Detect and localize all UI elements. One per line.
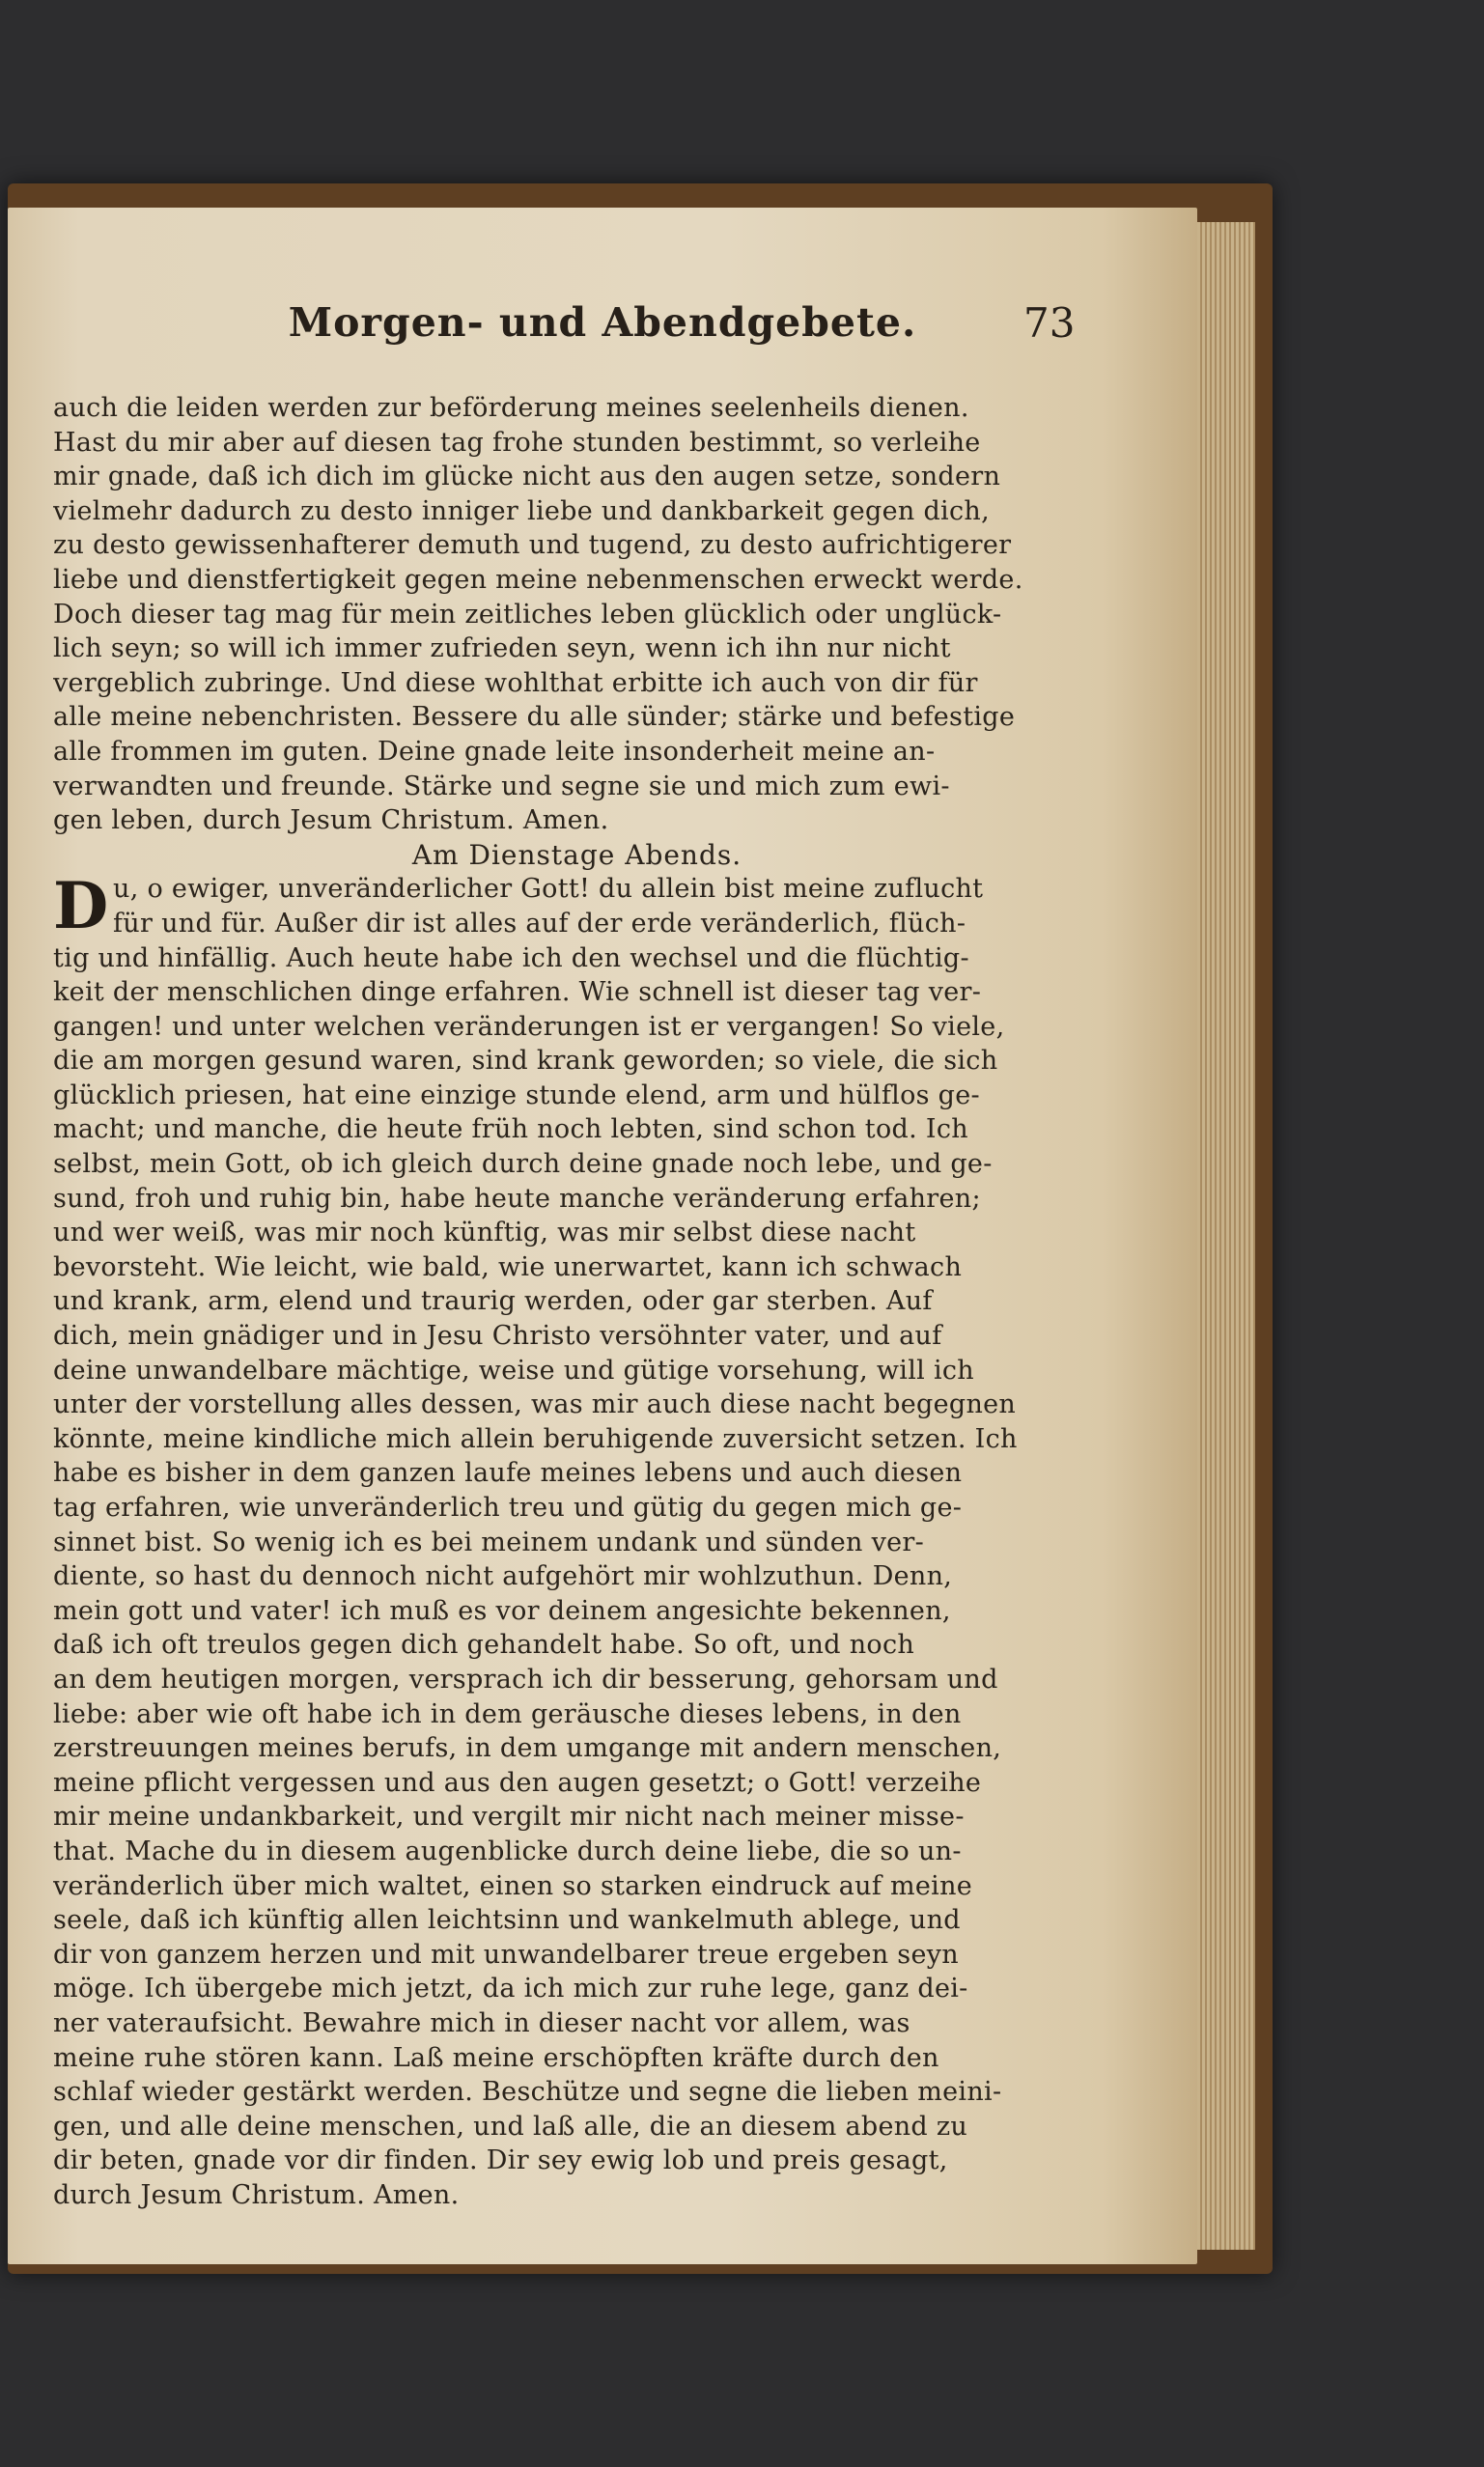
text-line: keit der menschlichen dinge erfahren. Wie schnell ist dieser tag ver- (53, 977, 982, 1008)
text-line: an dem heutigen morgen, versprach ich dir besserung, gehorsam und (53, 1664, 998, 1695)
text-line: habe es bisher in dem ganzen laufe meines lebens und auch diesen (53, 1458, 963, 1489)
text-line: schlaf wieder gestärkt werden. Beschütze und segne die lieben meini- (53, 2077, 1002, 2108)
text-line: gen leben, durch Jesum Christum. Amen. (53, 805, 609, 836)
text-line: könnte, meine kindliche mich allein beruhigende zuversicht setzen. Ich (53, 1423, 1018, 1454)
text-line: zu desto gewissenhafterer demuth und tugend, zu desto aufrichtigerer (53, 530, 1012, 561)
body-text (53, 391, 1101, 2212)
drop-capital: D (53, 868, 109, 944)
text-line: Doch dieser tag mag für mein zeitliches leben glücklich oder unglück- (53, 599, 1002, 630)
page-number: 73 (1023, 299, 1076, 347)
text-line: liebe und dienstfertigkeit gegen meine nebenmenschen erweckt werde. (53, 564, 1023, 595)
text-line: sund, froh und ruhig bin, habe heute manche veränderung erfahren; (53, 1183, 981, 1214)
text-line: sinnet bist. So wenig ich es bei meinem undank und sünden ver- (53, 1527, 925, 1557)
text-line: that. Mache du in diesem augenblicke durch deine liebe, die so un- (53, 1836, 962, 1866)
text-line: u, o ewiger, unveränderlicher Gott! du allein bist meine zuflucht (113, 874, 984, 905)
text-line: meine pflicht vergessen und aus den augen gesetzt; o Gott! verzeihe (53, 1767, 982, 1798)
paragraph-morning-prayer-end (53, 391, 1101, 838)
text-line: durch Jesum Christum. Amen. (53, 2179, 460, 2210)
text-line: deine unwandelbare mächtige, weise und gütige vorsehung, will ich (53, 1355, 974, 1386)
book (8, 183, 1273, 2274)
text-line: tag erfahren, wie unveränderlich treu und gütig du gegen mich ge- (53, 1493, 963, 1523)
dropcap-lines (53, 868, 1101, 944)
book-page (8, 208, 1197, 2264)
text-line: ner vateraufsicht. Bewahre mich in dieser nacht vor allem, was (53, 2007, 910, 2038)
text-line: macht; und manche, die heute früh noch lebten, sind schon tod. Ich (53, 1114, 968, 1145)
text-line: meine ruhe stören kann. Laß meine erschöpften kräfte durch den (53, 2042, 939, 2073)
text-line: möge. Ich übergebe mich jetzt, da ich mich zur ruhe lege, ganz dei- (53, 1974, 968, 2004)
text-line: alle meine nebenchristen. Bessere du alle sünder; stärke und befestige (53, 702, 1016, 733)
text-line: mir meine undankbarkeit, und vergilt mir nicht nach meiner misse- (53, 1802, 965, 1833)
text-line: bevorsteht. Wie leicht, wie bald, wie unerwartet, kann ich schwach (53, 1251, 963, 1282)
page-edges (1197, 222, 1255, 2250)
text-line: dir von ganzem herzen und mit unwandelbarer treue ergeben seyn (53, 1939, 959, 1970)
text-line: mein gott und vater! ich muß es vor deinem angesichte bekennen, (53, 1595, 951, 1626)
text-line: dich, mein gnädiger und in Jesu Christo versöhnter vater, und auf (53, 1321, 942, 1352)
text-line: unter der vorstellung alles dessen, was mir auch diese nacht begegnen (53, 1389, 1017, 1420)
text-line: lich seyn; so will ich immer zufrieden seyn, wenn ich ihn nur nicht (53, 633, 951, 664)
paragraph-evening-prayer-start (53, 868, 1101, 944)
text-line: diente, so hast du dennoch nicht aufgehört mir wohlzuthun. Denn, (53, 1561, 953, 1592)
text-line: seele, daß ich künftig allen leichtsinn und wankelmuth ablege, und (53, 1905, 961, 1936)
text-line: Hast du mir aber auf diesen tag frohe stunden bestimmt, so verleihe (53, 427, 981, 458)
text-line: selbst, mein Gott, ob ich gleich durch deine gnade noch lebe, und ge- (53, 1149, 993, 1180)
page-header (8, 299, 1197, 367)
text-line: vielmehr dadurch zu desto inniger liebe und dankbarkeit gegen dich, (53, 495, 990, 526)
section-title: Am Dienstage Abends. (411, 838, 742, 871)
text-line: zerstreuungen meines berufs, in dem umgange mit andern menschen, (53, 1733, 1002, 1764)
text-line: für und für. Außer dir ist alles auf der erde veränderlich, flüch- (113, 908, 966, 939)
text-line: mir gnade, daß ich dich im glücke nicht aus den augen setze, sondern (53, 462, 1001, 492)
text-line: und wer weiß, was mir noch künftig, was mir selbst diese nacht (53, 1218, 916, 1248)
text-line: gangen! und unter welchen veränderungen ist er vergangen! So viele, (53, 1011, 1005, 1042)
text-line: vergeblich zubringe. Und diese wohlthat erbitte ich auch von dir für (53, 667, 978, 698)
text-line: alle frommen im guten. Deine gnade leite insonderheit meine an- (53, 736, 936, 767)
text-line: verwandten und freunde. Stärke und segne sie und mich zum ewi- (53, 771, 950, 801)
text-line: daß ich oft treulos gegen dich gehandelt habe. So oft, und noch (53, 1630, 915, 1661)
text-line: glücklich priesen, hat eine einzige stunde elend, arm und hülflos ge- (53, 1079, 980, 1110)
text-line: liebe: aber wie oft habe ich in dem geräusche dieses lebens, in den (53, 1698, 962, 1729)
text-line: die am morgen gesund waren, sind krank geworden; so viele, die sich (53, 1046, 998, 1077)
text-line: und krank, arm, elend und traurig werden, oder gar sterben. Auf (53, 1286, 933, 1317)
paragraph-evening-prayer (53, 941, 1101, 2213)
text-line: tig und hinfällig. Auch heute habe ich den wechsel und die flüchtig- (53, 942, 969, 973)
text-line: gen, und alle deine menschen, und laß alle, die an diesem abend zu (53, 2111, 968, 2142)
text-line: dir beten, gnade vor dir finden. Dir sey ewig lob und preis gesagt, (53, 2145, 948, 2176)
text-line: auch die leiden werden zur beförderung meines seelenheils dienen. (53, 393, 969, 423)
running-head: Morgen- und Abendgebete. (288, 299, 917, 346)
text-line: veränderlich über mich waltet, einen so starken eindruck auf meine (53, 1870, 973, 1901)
